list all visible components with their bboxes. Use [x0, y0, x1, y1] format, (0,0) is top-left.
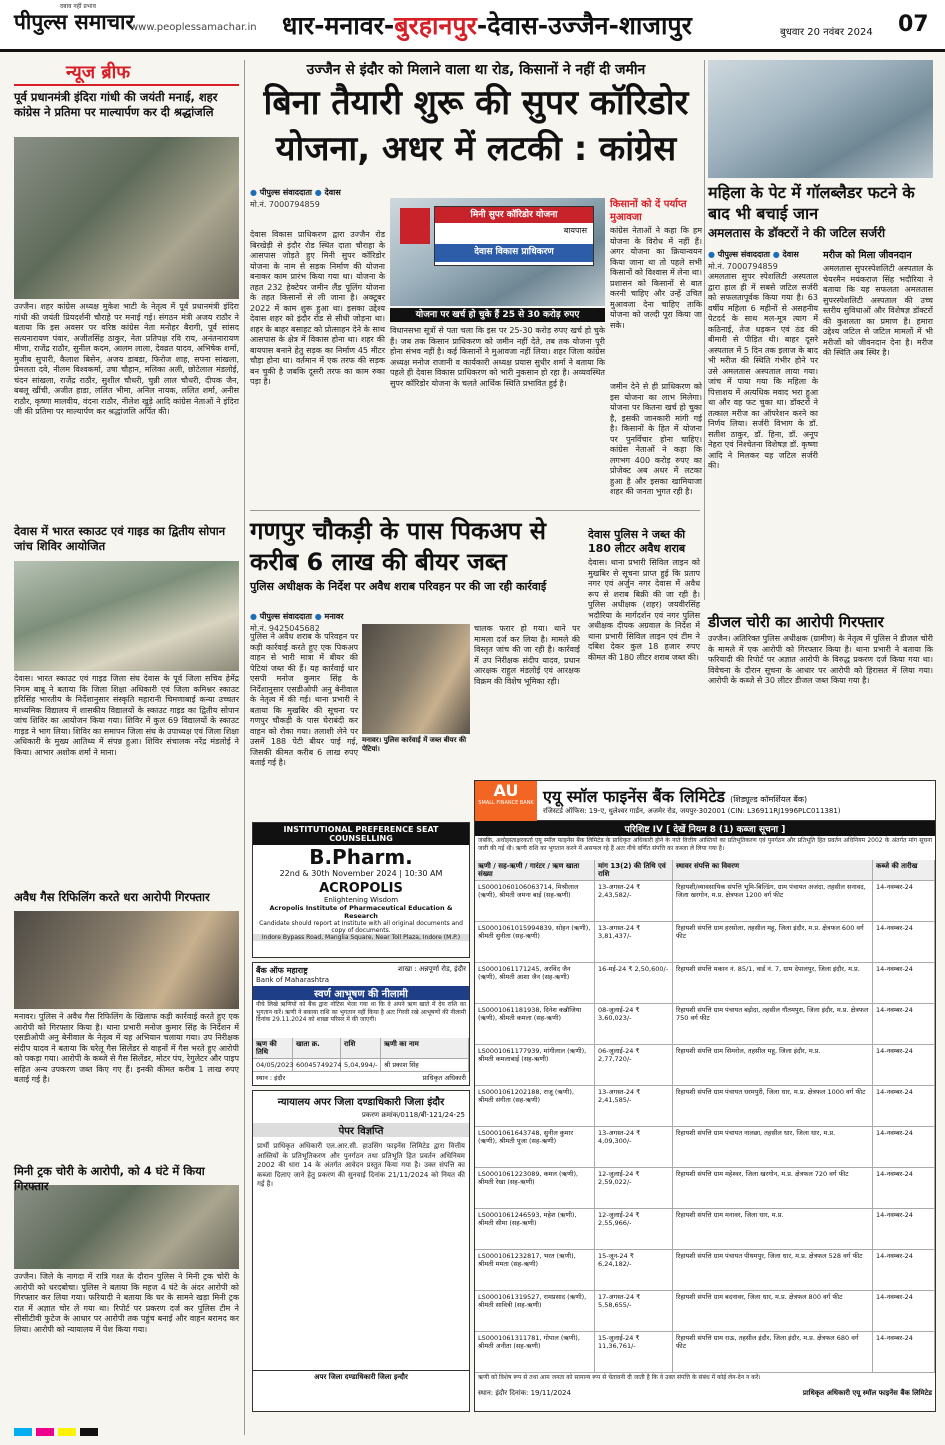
au-cell-demand: 13-अगस्त-24 ₹ 2,41,585/- [595, 1086, 673, 1126]
bank-name-en: Bank of Maharashtra [256, 976, 329, 984]
news-brief-column [14, 60, 239, 1445]
table-row [475, 1209, 935, 1250]
lead-sidebar [610, 198, 702, 378]
court-subtitle: पेपर विज्ञप्ति [253, 1123, 469, 1137]
au-table-header [475, 860, 935, 881]
au-cell-date: 14-नवम्बर-24 [873, 1127, 935, 1167]
bank-col-name: ऋणी का नाम [381, 1038, 469, 1058]
lead-body-col2: विधानसभा सूत्रों से पता चला कि इस पर 25-30 करोड़ रुपए खर्च हो चुके हैं। जब तक किसान प्राधिकरण को जमीन नहीं देते, तब तक योजना पूरी होना संभव नहीं है। कई किसानों ने मुआवजा नहीं लिया। शहर जिला कांग्रेस अध्यक्ष मनोज राजानी व कार्यकारी अध्यक्ष प्रयास सुधीर शर्मा ने बताया कि पहले ही देवास विकास प्राधिकरण को भारी नुकसान हो रहा है। अव्यवस्थित सुपर कॉरिडोर योजना के चलते आर्थिक स्थिति प्रभावित हुई है। [390, 326, 605, 388]
region-part-3: -देवास-उज्जैन-शाजापुर [476, 11, 692, 40]
medical-sidebar [823, 250, 933, 450]
lead-body-col1: देवास विकास प्राधिकरण द्वारा उज्जैन रोड बिरखेड़ी से इंदौर रोड स्थित दाता चौराहा के आसपास जोड़ते हुए मिनी सुपर कॉरिडोर योजना के नाम से सड़क निर्माण की योजना बनाकर काम प्रारंभ किया गया था। योजना के तहत 232 हेक्टेयर जमीन लैंड पूलिंग योजना के तहत किसानों से ली जाना है। अक्टूबर 2022 में काम शुरू हुआ था। इसका उद्देश्य देवास शहर को इंदौर रोड से सीधी जोड़ना था। शहर के बाहर बसाहट को प्रोत्साहन देने के साथ आसपास के क्षेत्र में विकास होना था। शहर की बायपास बनाने हेतु सड़क का निर्माण 45 मीटर चौड़ा होना था। वर्तमान में एक तरफ की सड़क बन चुकी है जबकि दूसरी तरफ का काम रुका पड़ा है। [250, 230, 385, 386]
bank-auction-body: नीचे लिखे ऋणियों को बैंक द्वारा नोटिस भेजा गया था कि वे अपने ऋण खाते में देय राशि का भुगतान करें। ऋणी ने बकाया राशि का भुगतान नहीं किया है अतः गिरवी रखे आभूषणों की नीलामी दिनांक 29.11.2024 को शाखा परिसर में की जाएगी। [256, 1001, 466, 1023]
bank-col-amt: राशि [341, 1038, 381, 1058]
au-footer: ऋणी को विशेष रूप से तथा आम जनता को सामान्य रूप से चेतावनी दी जाती है कि वे उक्त संपत्ति के संबंध में कोई लेन-देन न करें। [478, 1374, 761, 1381]
masthead [0, 0, 945, 52]
brief-4-body: उज्जैन। जिले के नागदा में रात्रि गश्त के दौरान पुलिस ने मिनी ट्रक चोरी के आरोपी को धरदबोचा। पुलिस ने बताया कि महज 4 घंटे के अंदर आरोपी को गिरफ्तार कर लिया गया। फरियादी ने बताया कि घर के सामने खड़ा मिनी ट्रक रात में अज्ञात चोर ले गया था। रिपोर्ट पर प्रकरण दर्ज कर पुलिस टीम ने सीसीटीवी फुटेज के आधार पर आरोपी तक पहुंच बनाई और वाहन बरामद कर लिया। आरोपी को न्यायालय में पेश किया गया। [14, 1272, 239, 1334]
beer-subhead: पुलिस अधीक्षक के निर्देश पर अवैध शराब परिवहन पर की जा रही कार्रवाई [250, 580, 547, 593]
court-title: न्यायालय अपर जिला दण्डाधिकारी जिला इंदौर [277, 1097, 445, 1108]
bpharm-institute: Acropolis Institute of Pharmaceutical Education & Research [269, 904, 453, 920]
au-cell-demand: 13-अगस्त-24 ₹ 3,81,437/- [595, 922, 673, 962]
table-row [475, 1168, 935, 1209]
bpharm-address: Indore Bypass Road, Manglia Square, Near Toll Plaza, Indore (M.P.) [253, 934, 469, 941]
brief-2-photo [14, 561, 239, 671]
au-cell-property: रिहायशी संपत्ति ग्राम राऊ, तहसील इंदौर, जिला इंदौर, म.प्र. क्षेत्रफल 680 वर्ग फीट [673, 1332, 873, 1372]
news-brief-label: न्यूज ब्रीफ [66, 62, 131, 83]
bank-place: स्थान : इंदौर [256, 1074, 286, 1082]
medical-body: अमलतास सुपर स्पेशलिटी अस्पताल द्वारा हाल ही में सबसे जटिल सर्जरी को सफलतापूर्वक किया गया है। 63 वर्षीय महिला 6 महीनों से असहनीय पेटदर्द के साथ मल-मूत्र त्याग में कठिनाई, तेज धड़कन एवं ठंड की बीमारी से पीड़ित थी। बाहर दूसरे अस्पताल में 5 दिन तक इलाज के बाद भी मरीज की स्थिति गंभीर होने पर उसे अमलतास अस्पताल लाया गया। जांच में पाया गया कि महिला के पित्ताशय में अत्यधिक मवाद भरा हुआ था और वह फट चुका था। डॉक्टरों ने तत्काल मरीज का ऑपरेशन करने का निर्णय लिया। सर्जरी विभाग के डॉ. सतीश ठाकुर, डॉ. हिना, डॉ. अनूप नेहरा एवं निश्चेतना विशेषज्ञ डॉ. कृष्णा आदि ने मिलकर यह जटिल सर्जरी की। [708, 272, 818, 470]
page-number: 07 [898, 12, 929, 37]
court-body: प्रार्थी प्राधिकृत अधिकारी एल.आर.सी. हाउसिंग फाइनेंस लिमिटेड द्वारा वित्तीय आस्तियों के प्रतिभूतिकरण और पुनर्गठन तथा प्रतिभूति हित प्रवर्तन अधिनियम 2002 की धारा 14 के अंतर्गत आवेदन प्रस्तुत किया गया है। उक्त संपत्ति का कब्जा दिलाए जाने हेतु प्रकरण की सुनवाई दिनांक 21/11/2024 को नियत की गई है। [257, 1142, 465, 1188]
au-cell-demand: 12-जुलाई-24 ₹ 2,59,022/- [595, 1168, 673, 1208]
au-cell-date: 14-नवम्बर-24 [873, 1045, 935, 1085]
beer-headline[interactable]: गणपुर चौकड़ी के पास पिकअप से करीब 6 लाख की बीयर जब्त [250, 517, 547, 576]
lead-photo-caption: योजना पर खर्च हो चुके हैं 25 से 30 करोड़ रुपए [390, 308, 605, 322]
lead-signboard-photo [390, 198, 605, 306]
au-intro: जबकि, अधोहस्ताक्षरकर्ता एयू स्मॉल फाइनेंस बैंक लिमिटेड के प्राधिकृत अधिकारी होने के नाते वित्तीय आस्तियों का प्रतिभूतिकरण एवं पुनर्गठन और प्रतिभूति हित प्रवर्तन अधिनियम 2002 के अंतर्गत मांग सूचना जारी की गई थी। ऋणी राशि का भुगतान करने में असफल रहे हैं अतः नीचे वर्णित संपत्ति का कब्जा ले लिया गया है। [478, 837, 932, 852]
black-swatch [80, 1428, 98, 1436]
table-row [475, 963, 935, 1004]
brief-2-body: देवास। भारत स्काउट एवं गाइड जिला संघ देवास के पूर्व जिला सचिव हेमेंद्र निगम बाबू ने बताया कि जिला शिक्षा अधिकारी एवं जिला कमिश्नर स्काउट हरिसिंह भारतीय के निर्देशानुसार संस्कृति महारानी चिमणाबाई कन्या उच्चतर माध्यमिक विद्यालय में शासकीय विद्यालयों के स्काउट गाइड का द्वितीय सोपान जांच शिविर का आयोजन किया गया। शिविर में कुल 69 विद्यालयों के स्काउट गाइड ने भाग लिया। शिविर का समापन जिला संघ के उपाध्यक्ष एवं जिला शिक्षा अधिकारी के मुख्य आतिथ्य में संपन्न हुआ। शिविर संचालक नरेंद्र मंडलोई ने किया। आभार अशोक शर्मा ने माना। [14, 674, 239, 757]
au-logo-sub: SMALL FINANCE BANK [478, 799, 534, 806]
au-cell-borrower: LS0001061202188, राजू (ऋणी), श्रीमती संगीता (सह-ऋणी) [475, 1086, 595, 1126]
bpharm-ad[interactable] [252, 822, 470, 958]
beer-byline: पीपुल्स संवाददाता [259, 612, 312, 621]
court-case: प्रकरण क्रमांक/0118/बी-121/24-25 [361, 1111, 465, 1119]
table-row [475, 1045, 935, 1086]
table-row [475, 922, 935, 963]
newspaper-logo[interactable]: पीपुल्स समाचार [14, 9, 135, 34]
au-cell-borrower: LS0001061223089, कमल (ऋणी), श्रीमती रेखा (सह-ऋणी) [475, 1168, 595, 1208]
bank-col-acct: खाता क्र. [293, 1038, 341, 1058]
medical-mobile: मो.नं. 7000794859 [708, 262, 778, 271]
au-table-body [475, 881, 935, 1373]
au-sign: प्राधिकृत अधिकारी एयू स्मॉल फाइनेंस बैंक लिमिटेड [802, 1389, 932, 1397]
sign-org: देवास विकास प्राधिकरण [435, 244, 593, 262]
au-cell-property: रिहायशी संपत्ति ग्राम पंचायत नालछा, तहसील धार, जिला धार, म.प्र. [673, 1127, 873, 1167]
au-cell-property: रिहायशी संपत्ति ग्राम महेश्वर, जिला खरगोन, म.प्र. क्षेत्रफल 720 वर्ग फीट [673, 1168, 873, 1208]
medical-sidebar-headline: मरीज को मिला जीवनदान [823, 250, 912, 261]
bank-row-amt: 5,04,994/- [341, 1059, 381, 1071]
au-cell-borrower: LS0001061171245, अरविंद जैन (ऋणी), श्रीमती आशा जैन (सह-ऋणी) [475, 963, 595, 1003]
au-cell-date: 14-नवम्बर-24 [873, 963, 935, 1003]
au-cell-demand: 17-अगस्त-24 ₹ 5,58,655/- [595, 1291, 673, 1331]
table-row [475, 1004, 935, 1045]
au-cell-property: रिहायशी संपत्ति ग्राम बदनावर, जिला धार, म.प्र. क्षेत्रफल 800 वर्ग फीट [673, 1291, 873, 1331]
bank-sign: प्राधिकृत अधिकारी [422, 1074, 466, 1082]
au-office: रजिस्टर्ड ऑफिस: 19-ए, धुलेश्वर गार्डन, अजमेर रोड, जयपुर-302001 (CIN: L36911RJ1996PLC011381) [543, 807, 841, 815]
dewas-police-headline[interactable]: देवास पुलिस ने जब्त की 180 लीटर अवैध शराब [588, 528, 686, 555]
bank-auction-title: स्वर्ण आभूषण की नीलामी [253, 986, 469, 1000]
diesel-headline[interactable]: डीजल चोरी का आरोपी गिरफ्तार [708, 613, 884, 631]
table-row [475, 1086, 935, 1127]
brief-4-headline[interactable]: मिनी ट्रक चोरी के आरोपी, को 4 घंटे में किया गिरफ्तार [14, 1164, 205, 1193]
bank-branch: शाखा : अन्नपूर्णा रोड, इंदौर [397, 965, 466, 973]
au-cell-demand: 15-जुलाई-24 ₹ 11,36,761/- [595, 1332, 673, 1372]
au-cell-borrower: LS0001061015994839, सोहन (ऋणी), श्रीमती सुनीता (सह-ऋणी) [475, 922, 595, 962]
section-divider [250, 510, 700, 511]
au-cell-borrower: LS0001061319527, रामप्रसाद (ऋणी), श्रीमती सावित्री (सह-ऋणी) [475, 1291, 595, 1331]
au-cell-demand: 12-जुलाई-24 ₹ 2,55,966/- [595, 1209, 673, 1249]
medical-sidebar-body: अमलतास सुपरस्पेशलिटी अस्पताल के चेयरमैन मयंकराज सिंह भदौरिया ने बताया कि यह सफलता अमलतास सुपरस्पेशलिटी अस्पताल की उच्च स्तरीय सुविधाओं और विशेषज्ञ डॉक्टरों की कुशलता का प्रमाण है। हमारा उद्देश्य जटिल से जटिल मामलों में भी मरीजों को जीवनदान देना है। मरीज की स्थिति अब स्थिर है। [823, 264, 933, 357]
au-cell-demand: 08-जुलाई-24 ₹ 3,60,023/- [595, 1004, 673, 1044]
au-place: स्थान: इंदौर [478, 1389, 508, 1397]
au-cell-borrower: LS0001061643748, सुनील कुमार (ऋणी), श्रीमती पूजा (सह-ऋणी) [475, 1127, 595, 1167]
table-row [475, 1250, 935, 1291]
au-cell-borrower: LS0001061311781, गोपाल (ऋणी), श्रीमती अनीता (सह-ऋणी) [475, 1332, 595, 1372]
au-cell-demand: 06-जुलाई-24 ₹ 2,77,720/- [595, 1045, 673, 1085]
column-divider [704, 60, 705, 600]
dewas-police-body: देवास। थाना प्रभारी सिविल लाइन को मुखबिर से सूचना प्राप्त हुई कि प्रताप नगर एवं अर्जुन नगर देवास में अवैध रूप से शराब बिक्री की जा रही है। पुलिस अधीक्षक (शहर) जयवीरसिंह भदौरिया के मार्गदर्शन एवं नगर पुलिस अधीक्षक दीपक अग्रवाल के निर्देश में थाना प्रभारी सिविल लाइन एवं टीम ने दबिश देकर कुल 18 हजार रुपए कीमत की 180 लीटर शराब जब्त की। [588, 558, 700, 662]
lead-sidebar-body: कांग्रेस नेताओं ने कहा कि हम योजना के विरोध में नहीं हैं। अगर योजना का क्रियान्वयन किया जाना था तो पहले सभी किसानों को विश्वास में लेना था। प्रशासन को किसानों से बात करनी चाहिए और उन्हें उचित मुआवजा देना चाहिए ताकि योजना को जल्दी पूरा किया जा सके। [610, 226, 702, 330]
lead-mobile: मो.नं. 7000794859 [250, 200, 320, 209]
table-row [475, 1127, 935, 1168]
au-cell-date: 14-नवम्बर-24 [873, 1209, 935, 1249]
region-part-1: धार-मनावर- [282, 11, 395, 40]
signboard [434, 206, 594, 266]
au-cell-demand: 13-अगस्त-24 ₹ 2,43,582/- [595, 881, 673, 921]
bpharm-brand: ACROPOLIS [319, 881, 403, 896]
medical-subhead: अमलतास के डॉक्टरों ने की जटिल सर्जरी [708, 226, 886, 240]
medical-headline[interactable]: महिला के पेट में गॉलब्लैडर फटने के बाद भी बचाई जान [708, 183, 915, 223]
yellow-swatch [58, 1428, 76, 1436]
brief-2-headline[interactable]: देवास में भारत स्काउट एवं गाइड का द्वितीय सोपान जांच शिविर आयोजित [14, 524, 226, 553]
au-logo-text: AU [493, 780, 519, 800]
magenta-swatch [36, 1428, 54, 1436]
edition-regions [282, 8, 692, 42]
au-title-sub: (शिड्यूल्ड कॉमर्शियल बैंक) [730, 795, 808, 804]
diesel-story [708, 612, 933, 772]
au-title: एयू स्मॉल फाइनेंस बैंक लिमिटेड [543, 787, 725, 806]
bank-row-acct: 60045749274 [293, 1059, 341, 1071]
beer-city: मनावर [324, 612, 344, 621]
column-divider [244, 60, 245, 1435]
bpharm-top: INSTITUTIONAL PREFERENCE SEAT COUNSELLING [253, 823, 469, 845]
beer-body: पुलिस ने अवैध शराब के परिवहन पर कड़ी कार्रवाई करते हुए एक पिकअप वाहन से भारी मात्रा में बीयर की पेटियां जब्त की हैं। यह कार्रवाई धार एसपी मनोज कुमार सिंह के निर्देशानुसार एसडीओपी अनु बेनीवाल के नेतृत्व में की गई। थाना प्रभारी ने बताया कि मुखबिर की सूचना पर गणपुर चौकड़ी के पास घेराबंदी कर वाहन को रोका गया। तलाशी लेने पर उसमें 188 पेटी बीयर पाई गई, जिसकी कीमत करीब 6 लाख रुपए बताई गई है। [250, 632, 358, 767]
beer-photo [362, 624, 470, 734]
au-cell-date: 14-नवम्बर-24 [873, 1291, 935, 1331]
au-cell-date: 14-नवम्बर-24 [873, 1086, 935, 1126]
cyan-swatch [14, 1428, 32, 1436]
dewas-police-story [588, 528, 700, 778]
au-logo [475, 781, 537, 821]
dda-logo-icon [400, 208, 430, 244]
au-cell-property: रिहायशी संपत्ति ग्राम सिमरोल, तहसील महू, जिला इंदौर, म.प्र. [673, 1045, 873, 1085]
au-cell-date: 14-नवम्बर-24 [873, 881, 935, 921]
au-cell-demand: 13-अगस्त-24 ₹ 4,09,300/- [595, 1127, 673, 1167]
au-col-property: स्थावर संपत्ति का विवरण [673, 860, 873, 880]
beer-mobile: मो.नं. 9425045682 [250, 624, 320, 633]
sign-title: मिनी सुपर कॉरिडोर योजना [435, 207, 593, 223]
table-row [475, 1291, 935, 1332]
au-cell-demand: 15-जून-24 ₹ 6,24,182/- [595, 1250, 673, 1290]
brief-3-photo [14, 911, 239, 1009]
medical-story: महिला के पेट में गॉलब्लैडर फटने के बाद भी बचाई जान अमलतास के डॉक्टरों ने की जटिल सर्जरी ● पीपुल्स संवाददाता ● देवास मो.नं. 7000794859 अमलतास सुपर स्पेशलिटी अस्पताल द्वारा हाल ही में सबसे जटिल सर्जरी को सफलतापूर्वक किया गया है। 63 वर्षीय महिला 6 महीनों से असहनीय पेटदर्द के साथ मल-मूत्र त्याग में कठिनाई, तेज धड़कन एवं ठंड की बीमारी से पीड़ित थी। बाहर दूसरे अस्पताल में 5 दिन तक इलाज के बाद भी मरीज की स्थिति गंभीर होने पर उसे अमलतास अस्पताल लाया गया। जांच में पाया गया कि महिला के पित्ताशय में अत्यधिक मवाद भरा हुआ था और वह फट चुका था। डॉक्टरों ने तत्काल मरीज का ऑपरेशन करने का निर्णय लिया। सर्जरी विभाग के डॉ. सतीश ठाकुर, डॉ. हिना, डॉ. अनूप नेहरा एवं निश्चेतना विशेषज्ञ डॉ. कृष्णा आदि ने मिलकर यह जटिल सर्जरी की। मरीज को मिला जीवनदान अमलतास सुपरस्पेशलिटी अस्पताल के चेयरमैन मयंकराज सिंह भदौरिया ने बताया कि यह सफलता अमलतास सुपरस्पेशलिटी अस्पताल की उच्च स्तरीय सुविधाओं और विशेषज्ञ डॉक्टरों की कुशलता का प्रमाण है। हमारा उद्देश्य जटिल से जटिल मामलों में भी मरीजों को जीवनदान देना है। मरीज की स्थिति अब स्थिर है। [708, 60, 933, 610]
sign-sub: बायपास [563, 226, 587, 235]
bpharm-dates: 22nd & 30th November 2024 | 10:30 AM [279, 869, 443, 878]
au-cell-property: रिहायशी संपत्ति ग्राम पंचायत धरमपुरी, जिला धार, म.प्र. क्षेत्रफल 1000 वर्ग फीट [673, 1086, 873, 1126]
au-cell-property: रिहायशी संपत्ति ग्राम पंचायत बड़ोदा, तहसील गौतमपुरा, जिला इंदौर, म.प्र. क्षेत्रफल 750 वर्ग फीट [673, 1004, 873, 1044]
diesel-body: उज्जैन। अतिरिक्त पुलिस अधीक्षक (ग्रामीण) के नेतृत्व में पुलिस ने डीजल चोरी के मामले में एक आरोपी को गिरफ्तार किया है। थाना प्रभारी ने बताया कि फरियादी की रिपोर्ट पर अज्ञात आरोपी के विरुद्ध प्रकरण दर्ज किया गया था। विवेचना के दौरान सूचना के आधार पर आरोपी को हिरासत में लिया गया। आरोपी के कब्जे से 30 लीटर डीजल जब्त किया गया है। [708, 634, 933, 685]
brief-1-body: उज्जैन। शहर कांग्रेस अध्यक्ष मुकेश भाटी के नेतृत्व में पूर्व प्रधानमंत्री इंदिरा गांधी की जयंती प्रियदर्शनी चौराहे पर मनाई गई। संगठन मंत्री अजय राठौर ने बताया कि इस अवसर पर वरिष्ठ कांग्रेस नेता मनोहर बैरागी, पूर्व सांसद सत्यनारायण पंवार, अजीतसिंह ठाकुर, नेता प्रतिपक्ष रवि राय, अनंतनारायण मीणा, राजेंद्र राठौर, सुनील कदम, आलम लाला, देवव्रत यादव, अभिषेक शर्मा, मुजीब सुपारी, कैलाश बिसेन, अजय डाबडा, फिरोज शाह, सपना सांखला, प्रेमलता दवे, नीलम विश्वकर्मा, उषा चौहान, मलिका अली, छोटेलाल मंडलोई, चंदन सांखला, राजेंद्र राठौर, सुशील चौधरी, चुन्नी लाल चौधरी, दीपक जैन, बबलू खींची, अजीत हाडा, ललित भीमा, अनिल नायक, ललित शर्मा, अनीस राठौर, कृष्णा मालवीय, वंदना राठौर, नीलेश खुड़े आदि कांग्रेस नेताओं ने इंदिरा जी की प्रतिमा पर माल्यार्पण कर श्रद्धांजलि अर्पित की। [14, 302, 239, 416]
au-cell-borrower: LS0001061181938, दिनेश कन्नौजिया (ऋणी), श्रीमती कमला (सह-ऋणी) [475, 1004, 595, 1044]
au-cell-date: 14-नवम्बर-24 [873, 1004, 935, 1044]
au-cell-borrower: LS0001061177939, मांगीलाल (ऋणी), श्रीमती कमलाबाई (सह-ऋणी) [475, 1045, 595, 1085]
bpharm-course: B.Pharm. [309, 845, 413, 869]
lead-headline[interactable]: बिना तैयारी शुरू की सुपर कॉरिडोर योजना, अधर में लटकी : कांग्रेस [263, 83, 689, 169]
court-notice[interactable] [252, 1090, 470, 1412]
au-cell-property: रिहायशी/व्यावसायिक संपत्ति भूमि-बिल्डिंग, ग्राम पंचायत अजंदा, तहसील सनावद, जिला खरगोन, म.प्र. क्षेत्रफल 1200 वर्ग फीट [673, 881, 873, 921]
au-date: दिनांक: 19/11/2024 [509, 1389, 571, 1397]
lead-kicker: उज्जैन से इंदौर को मिलाने वाला था रोड, किसानों ने नहीं दी जमीन [306, 62, 646, 78]
bank-row-date: 04/05/2023 [253, 1059, 293, 1071]
au-col-borrower: ऋणी / सह-ऋणी / गारंटर / ऋण खाता संख्या [475, 860, 595, 880]
medical-byline: पीपुल्स संवाददाता [717, 250, 770, 259]
brief-1-headline[interactable]: पूर्व प्रधानमंत्री इंदिरा गांधी की जयंती मनाई, शहर कांग्रेस ने प्रतिमा पर माल्यार्पण कर दी श्रद्धांजलि [14, 90, 218, 119]
au-cell-borrower: LS0001061232817, भरत (ऋणी), श्रीमती ममता (सह-ऋणी) [475, 1250, 595, 1290]
au-cell-borrower: LS0001061246593, महेश (ऋणी), श्रीमती सीमा (सह-ऋणी) [475, 1209, 595, 1249]
au-cell-property: रिहायशी संपत्ति ग्राम पंचायत पीथमपुर, जिला धार, म.प्र. क्षेत्रफल 528 वर्ग फीट [673, 1250, 873, 1290]
au-cell-date: 14-नवम्बर-24 [873, 1250, 935, 1290]
court-footer: अपर जिला दण्डाधिकारी जिला इन्दौर [253, 1370, 469, 1382]
bank-auction-ad[interactable] [252, 962, 470, 1086]
au-bank-notice[interactable] [474, 780, 936, 1412]
website-link[interactable]: www.peoplessamachar.in [130, 22, 257, 33]
au-col-date: कब्जे की तारीख [873, 860, 935, 880]
medical-city: देवास [782, 250, 799, 259]
au-cell-date: 14-नवम्बर-24 [873, 1168, 935, 1208]
brief-4-photo [14, 1185, 239, 1269]
lead-body-col3: जमीन देने से ही प्राधिकरण को इस योजना का लाभ मिलेगा। योजना पर कितना खर्च हो चुका है, इसकी जानकारी मांगी गई है। किसानों के हित में योजना पर पुनर्विचार होना चाहिए। कांग्रेस नेताओं ने कहा कि लगभग 400 करोड़ रुपए का प्रोजेक्ट अब अधर में लटका हुआ है और इसका खामियाजा शहर की जनता भुगत रही है। [610, 382, 702, 496]
au-cell-borrower: LS0001060106063714, मिश्रीलाल (ऋणी), श्रीमती जमना बाई (सह-ऋणी) [475, 881, 595, 921]
bpharm-tagline: Enlightening Wisdom [323, 896, 399, 904]
bank-name: बैंक ऑफ महाराष्ट्र [256, 966, 308, 975]
au-cell-property: रिहायशी संपत्ति मकान नं. 85/1, वार्ड नं. 7, ग्राम देपालपुर, जिला इंदौर, म.प्र. [673, 963, 873, 1003]
logo-tagline: दबाव नहीं प्रभाव [60, 3, 96, 10]
au-notice-title: परिशिष्ट IV [ देखें नियम 8 (1) कब्जा सूचना ] [475, 821, 935, 836]
table-row [475, 1332, 935, 1373]
au-cell-property: रिहायशी संपत्ति ग्राम मनावर, जिला धार, म.प्र. [673, 1209, 873, 1249]
bpharm-note: Candidate should report at Institute with all original documents and copy of documents. [259, 920, 463, 934]
bank-row-name: श्री प्रकाश सिंह [381, 1059, 469, 1071]
brief-3-body: मनावर। पुलिस ने अवैध गैस रिफिलिंग के खिलाफ कड़ी कार्रवाई करते हुए एक आरोपी को गिरफ्तार किया है। थाना प्रभारी मनोज कुमार सिंह के निर्देशन में एसडीओपी अनु बेनीवाल के नेतृत्व में यह अभियान चलाया गया। उप निरीक्षक संदीप यादव ने बताया कि घरेलू गैस सिलेंडर से वाहनों में गैस भरते हुए आरोपी को पकड़ा गया। आरोपी के कब्जे से गैस सिलेंडर, मोटर पंप, रेगुलेटर और पाइप सहित अन्य उपकरण जब्त किए गए हैं। इनकी कीमत करीब 1 लाख रुपए बताई गई है। [14, 1012, 239, 1084]
beer-story: गणपुर चौकड़ी के पास पिकअप से करीब 6 लाख की बीयर जब्त पुलिस अधीक्षक के निर्देश पर अवैध शराब परिवहन पर की जा रही कार्रवाई ● पीपुल्स संवाददाता ● मनावर मो.नं. 9425045682 पुलिस ने अवैध शराब के परिवहन पर कड़ी कार्रवाई करते हुए एक पिकअप वाहन से भारी मात्रा में बीयर की पेटियां जब्त की हैं। यह कार्रवाई धार एसपी मनोज कुमार सिंह के निर्देशानुसार एसडीओपी अनु बेनीवाल के नेतृत्व में की गई। थाना प्रभारी ने बताया कि मुखबिर की सूचना पर गणपुर चौकड़ी के पास घेराबंदी कर वाहन को रोका गया। तलाशी लेने पर उसमें 188 पेटी बीयर पाई गई, जिसकी कीमत करीब 6 लाख रुपए बताई गई है। मनावर। पुलिस कार्रवाई में जब्त बीयर की पेटियां। चालक फरार हो गया। थाने पर मामला दर्ज कर लिया है। मामले की विस्तृत जांच की जा रही है। कार्रवाई में उप निरीक्षक संदीप यादव, प्रधान आरक्षक राहुल मंडलोई एवं आरक्षक विक्रम की विशेष भूमिका रही। [250, 516, 580, 821]
au-cell-date: 14-नवम्बर-24 [873, 922, 935, 962]
au-cell-date: 14-नवम्बर-24 [873, 1332, 935, 1372]
beer-body-2: चालक फरार हो गया। थाने पर मामला दर्ज कर लिया है। मामले की विस्तृत जांच की जा रही है। कार्रवाई में उप निरीक्षक संदीप यादव, प्रधान आरक्षक राहुल मंडलोई एवं आरक्षक विक्रम की विशेष भूमिका रही। [474, 624, 580, 686]
lead-byline: पीपुल्स संवाददाता [259, 188, 312, 197]
lead-story: उज्जैन से इंदौर को मिलाने वाला था रोड, किसानों ने नहीं दी जमीन बिना तैयारी शुरू की सुपर कॉरिडोर योजना, अधर में लटकी : कांग्रेस ● पीपुल्स संवाददाता ● देवास मो.नं. 7000794859 देवास विकास प्राधिकरण द्वारा उज्जैन रोड बिरखेड़ी से इंदौर रोड स्थित दाता चौराहा के आसपास जोड़ते हुए मिनी सुपर कॉरिडोर योजना के नाम से सड़क निर्माण की योजना बनाकर काम प्रारंभ किया गया था। योजना के तहत 232 हेक्टेयर जमीन लैंड पूलिंग योजना के तहत किसानों से ली जाना है। अक्टूबर 2022 में काम शुरू हुआ था। इसका उद्देश्य देवास शहर को इंदौर रोड से सीधी जोड़ना था। शहर के बाहर बसाहट को प्रोत्साहन देने के साथ आसपास के क्षेत्र में विकास होना था। शहर की बायपास बनाने हेतु सड़क का निर्माण 45 मीटर चौड़ा होना था। वर्तमान में एक तरफ की सड़क बन चुकी है जबकि दूसरी तरफ का काम रुका पड़ा है। मिनी सुपर कॉरिडोर योजना बायपास देवास विकास प्राधिकरण योजना पर खर्च हो चुके हैं 25 से 30 करोड़ रुपए विधानसभा सूत्रों से पता चला कि इस पर 25-30 करोड़ रुपए खर्च हो चुके हैं। जब तक किसान प्राधिकरण को जमीन नहीं देते, तब तक योजना पूरी होना संभव नहीं है। कई किसानों ने मुआवजा नहीं लिया। शहर जिला कांग्रेस अध्यक्ष मनोज राजानी व कार्यकारी अध्यक्ष प्रयास सुधीर शर्मा ने बताया कि पहले ही देवास विकास प्राधिकरण को भारी नुकसान हो रहा है। अव्यवस्थित सुपर कॉरिडोर योजना के चलते आर्थिक स्थिति प्रभावित हुई है। किसानों को दें पर्याप्त मुआवजा कांग्रेस नेताओं ने कहा कि हम योजना के विरोध में नहीं हैं। अगर योजना का क्रियान्वयन किया जाना था तो पहले सभी किसानों को विश्वास में लेना था। प्रशासन को किसानों से बात करनी चाहिए और उन्हें उचित मुआवजा देना चाहिए ताकि योजना को जल्दी पूरा किया जा सके। जमीन देने से ही प्राधिकरण को इस योजना का लाभ मिलेगा। योजना पर कितना खर्च हो चुका है, इसकी जानकारी मांगी गई है। किसानों के हित में योजना पर पुनर्विचार होना चाहिए। कांग्रेस नेताओं ने कहा कि लगभग 400 करोड़ रुपए का प्रोजेक्ट अब अधर में लटका हुआ है और इसका खामियाजा शहर की जनता भुगत रही है। [250, 60, 702, 505]
lead-city: देवास [324, 188, 341, 197]
beer-photo-caption: मनावर। पुलिस कार्रवाई में जब्त बीयर की पेटियां। [362, 736, 467, 753]
lead-sidebar-headline: किसानों को दें पर्याप्त मुआवजा [610, 199, 687, 223]
au-cell-demand: 16-मई-24 ₹ 2,50,600/- [595, 963, 673, 1003]
au-cell-property: रिहायशी संपत्ति ग्राम हरसोला, तहसील महू, जिला इंदौर, म.प्र. क्षेत्रफल 600 वर्ग फीट [673, 922, 873, 962]
brief-1-photo [14, 137, 239, 299]
brief-3-headline[interactable]: अवैध गैस रिफिलिंग करते धरा आरोपी गिरफ्तार [14, 890, 210, 904]
au-col-demand: मांग 13(2) की तिथि एवं राशि [595, 860, 673, 880]
region-part-2: बुरहानपुर [394, 11, 477, 40]
color-registration-marks [14, 1428, 98, 1436]
issue-date: बुधवार 20 नवंबर 2024 [780, 27, 873, 38]
medical-photo [708, 60, 933, 178]
bank-col-date: ऋण की तिथि [253, 1038, 293, 1058]
table-row [475, 881, 935, 922]
